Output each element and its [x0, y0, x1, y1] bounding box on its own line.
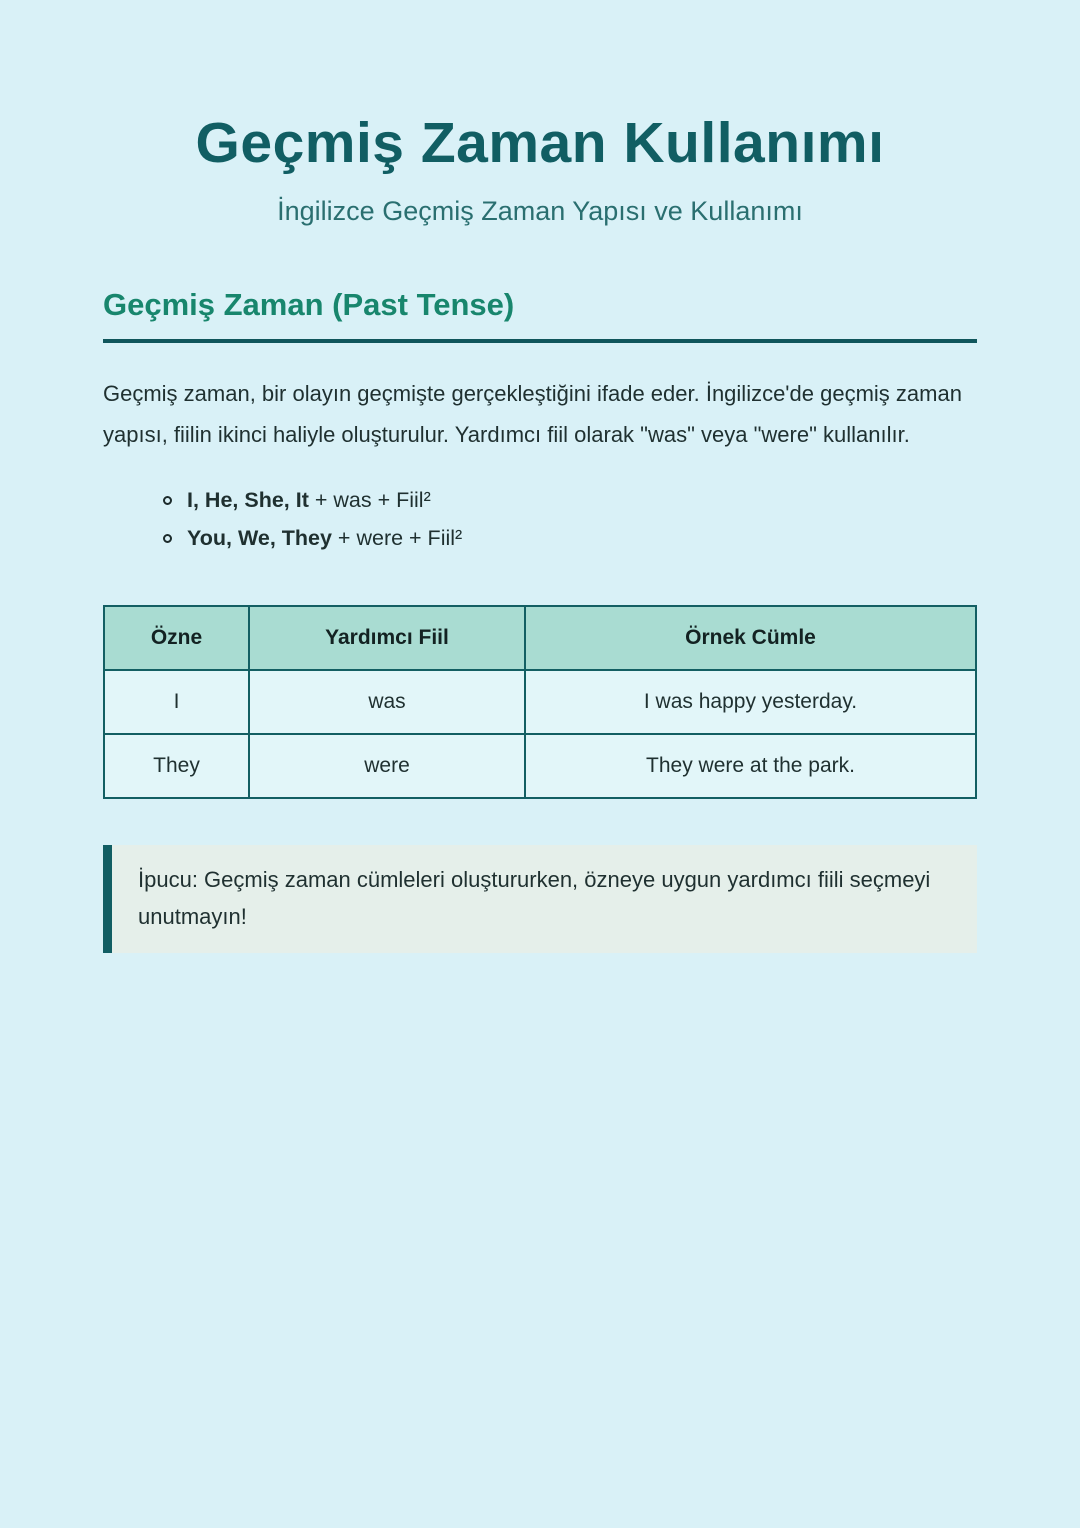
tip-callout: [103, 845, 977, 953]
table-row: [104, 670, 976, 734]
table-cell-example: They were at the park.: [525, 734, 976, 798]
table-cell-example: I was happy yesterday.: [525, 670, 976, 734]
section-paragraph: Geçmiş zaman, bir olayın geçmişte gerçekleştiğini ifade eder. İngilizce'de geçmiş zaman yapısı, fiilin ikinci haliyle oluşturulur. Yardımcı fiil olarak "was" veya "were" kullanılır.: [103, 381, 962, 447]
table-header-row: [104, 606, 976, 670]
circle-bullet-icon: [163, 496, 172, 505]
formula-pattern: + were + Fiil²: [331, 526, 463, 550]
table-cell-subject: They: [104, 734, 249, 798]
content-area: [103, 287, 977, 953]
page-subtitle: İngilizce Geçmiş Zaman Yapısı ve Kullanımı: [277, 196, 803, 226]
formula-subjects: You, We, They: [187, 526, 332, 550]
tip-text: İpucu: Geçmiş zaman cümleleri oluştururken, özneye uygun yardımcı fiili seçmeyi unutmayın!: [138, 867, 931, 929]
table-cell-auxiliary: was: [249, 670, 525, 734]
circle-bullet-icon: [163, 534, 172, 543]
table-header-example: Örnek Cümle: [525, 606, 976, 670]
table-header-subject: Özne: [104, 606, 249, 670]
formula-list-item: [163, 481, 977, 519]
formula-list-item: [163, 519, 977, 557]
formula-list: [103, 481, 977, 557]
section-divider: [103, 339, 977, 343]
section-heading: Geçmiş Zaman (Past Tense): [103, 287, 515, 322]
table-row: [104, 734, 976, 798]
formula-pattern: + was + Fiil²: [308, 488, 431, 512]
formula-text: [187, 481, 431, 519]
formula-text: [187, 519, 462, 557]
conjugation-table: [103, 605, 977, 799]
table-header-auxiliary: Yardımcı Fiil: [249, 606, 525, 670]
table-cell-subject: I: [104, 670, 249, 734]
formula-subjects: I, He, She, It: [187, 488, 309, 512]
table-cell-auxiliary: were: [249, 734, 525, 798]
page-title: Geçmiş Zaman Kullanımı: [195, 111, 885, 175]
